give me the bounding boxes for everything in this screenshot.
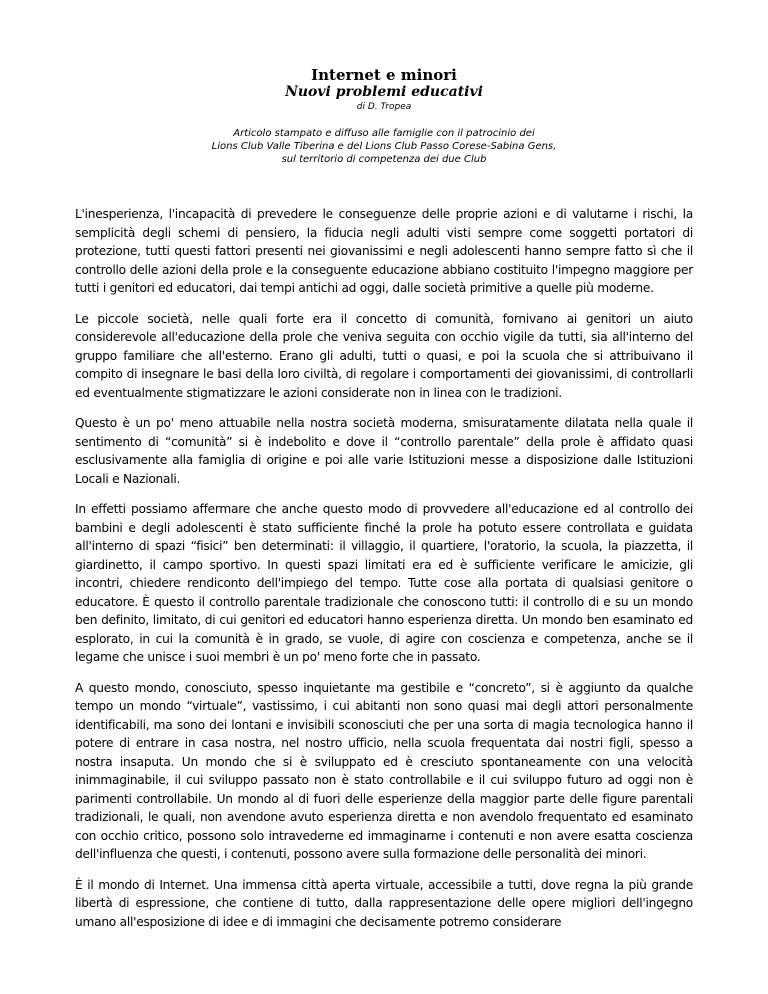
article-body [75, 205, 693, 943]
paragraph: Le piccole società, nelle quali forte era il concetto di comunità, fornivano ai genitori un aiuto considerevole all'educazione della prole che veniva seguita con occhio vigile da tutti, sia all'interno del gruppo familiare che all'esterno. Erano gli adulti, tutti o quasi, e poi la scuola che si attribuivano il compito di insegnare le basi della loro civiltà, di regolare i comportamenti dei giovanissimi, di controllarli ed eventualmente stigmatizzare le azioni considerate non in linea con le tradizioni. [75, 311, 693, 400]
sponsorship-note-line: Lions Club Valle Tiberina e del Lions Club Passo Corese-Sabina Gens, [211, 141, 557, 152]
paragraph: In effetti possiamo affermare che anche questo modo di provvedere all'educazione ed al controllo dei bambini e degli adolescenti è stato sufficiente finché la prole ha potuto essere controllata e guidata all'interno di spazi “fisici” ben determinati: il villaggio, il quartiere, l'oratorio, la scuola, la piazzetta, il giardinetto, il campo sportivo. In questi spazi limitati era ed è sufficiente verificare le amicizie, gli incontri, chiedere rendiconto dell'impiego del tempo. Tutte cose alla portata di qualsiasi genitore o educatore. È questo il controllo parentale tradizionale che conoscono tutti: il controllo di e su un mondo ben definito, limitato, di cui genitori ed educatori hanno esperienza diretta. Un mondo ben esaminato ed esplorato, in cui la comunità è in grado, se vuole, di agire con coscienza e competenza, anche se il legame che unisce i suoi membri è un po' meno forte che in passato. [75, 502, 693, 664]
paragraph: Questo è un po' meno attuabile nella nostra società moderna, smisuratamente dilatata nella quale il sentimento di “comunità” si è indebolito e dove il “controllo parentale” della prole è affidato quasi esclusivamente alla famiglia di origine e poi alle varie Istituzioni messe a disposizione dalle Istituzioni Locali e Nazionali. [75, 416, 693, 486]
sponsorship-note-line: Articolo stampato e diffuso alle famiglie con il patrocinio dei [233, 128, 535, 139]
paragraph: L'inesperienza, l'incapacità di prevedere le conseguenze delle proprie azioni e di valutarne i rischi, la semplicità degli schemi di pensiero, la fiducia negli adulti visti sempre come soggetti portatori di protezione, tutti questi fattori presenti nei giovanissimi e negli adolescenti hanno sempre fatto sì che il controllo delle azioni della prole e la conseguente educazione abbiano costituito l'impegno maggiore per tutti i genitori ed educatori, dai tempi antichi ad oggi, dalle società primitive a quelle più moderne. [75, 207, 693, 295]
document-header [0, 66, 768, 166]
author-line: di D. Tropea [356, 102, 412, 112]
paragraph: È il mondo di Internet. Una immensa città aperta virtuale, accessibile a tutti, dove regna la più grande libertà di espressione, che contiene di tutto, dalla rappresentazione delle opere migliori dell'ingegno umano all'esposizione di idee e di immagini che decisamente potremo considerare [75, 877, 693, 929]
sponsorship-note-line: sul territorio di competenza dei due Club [281, 154, 487, 165]
sponsorship-note [0, 127, 768, 166]
document-title: Internet e minori [311, 66, 457, 84]
document-subtitle: Nuovi problemi educativi [285, 84, 483, 100]
paragraph: A questo mondo, conosciuto, spesso inquietante ma gestibile e “concreto”, si è aggiunto da qualche tempo un mondo “virtuale”, vastissimo, i cui abitanti non sono quasi mai degli attori personalmente identificabili, ma sono dei lontani e invisibili sconosciuti che per una sorta di magia tecnologica hanno il potere di entrare in casa nostra, nel nostro ufficio, nella scuola frequentata dai nostri figli, spesso a nostra insaputa. Un mondo che si è sviluppato ed è cresciuto spontaneamente con una velocità inimmaginabile, il cui sviluppo passato non è stato controllabile e il cui sviluppo futuro ad oggi non è parimenti controllabile. Un mondo al di fuori delle esperienze della maggior parte delle figure parentali tradizionali, le quali, non avendone avuto esperienza diretta e non avendolo frequentato ed esaminato con occhio critico, possono solo intravederne ed immaginarne i contenuti e non avere esatta coscienza dell'influenza che questi, i contenuti, possono avere sulla formazione delle personalità dei minori. [75, 680, 693, 861]
